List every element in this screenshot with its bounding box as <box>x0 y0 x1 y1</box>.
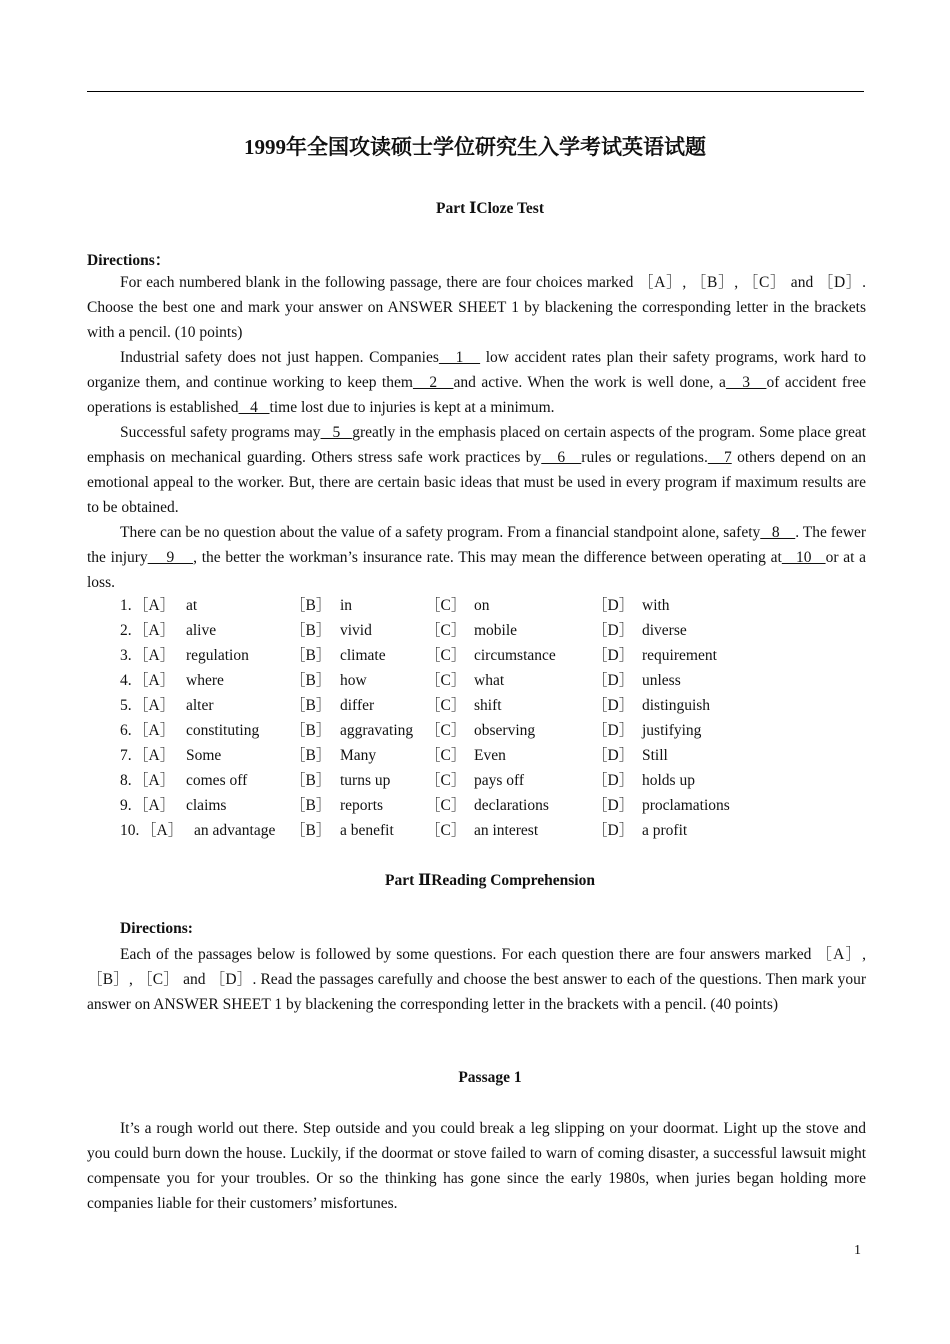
part2-directions: Each of the passages below is followed by some questions. For each question there are four answers marked ［A］, ［B］, ［C］ and ［D］. Read the passages carefully and choose the best answer to each of the questions. Then mark your answer on ANSWER SHEET 1 by blackening the corresponding letter in the brackets with a pencil. (40 points) <box>87 946 866 1013</box>
option-row: 9. ［A］ claims ［B］ reports ［C］ declarations ［D］ proclamations <box>120 797 730 814</box>
header-rule <box>87 91 864 92</box>
cloze-paragraph-3: There can be no question about the value of a safety program. From a financial standpoint alone, safety 8 . The fewer the injury 9 , the better the workman’s insurance rate. This may mean the difference between operating at 10 or at a loss. <box>87 524 866 591</box>
part1-body <box>87 270 866 595</box>
option-row: 3. ［A］ regulation ［B］ climate ［C］ circumstance ［D］ requirement <box>120 647 717 664</box>
passage-title: Passage 1 <box>458 1069 522 1086</box>
blank-5: 5 <box>320 424 353 441</box>
blank-4: 4 <box>238 399 270 416</box>
page-number: 1 <box>854 1243 861 1258</box>
blank-9: 9 <box>147 549 194 566</box>
part2-directions-label: Directions: <box>120 920 193 937</box>
cloze-paragraph-2: Successful safety programs may 5 greatly in the emphasis placed on certain aspects of the program. Some place great emphasis on mechanical guarding. Others stress safe work practices by 6 rules or regulations. 7 others depend on an emotional appeal to the worker. But, there are certain basic ideas that must be used in every program if maximum results are to be obtained. <box>87 424 867 516</box>
part1-heading: Part ⅠCloze Test <box>436 200 544 217</box>
passage-1-paragraph: It’s a rough world out there. Step outside and you could break a leg slipping on your doormat. Light up the stove and you could burn down the house. Luckily, if the doormat or stove failed to warn of coming disaster, a successful lawsuit might compensate you for your troubles. Or so the thinking has gone since the early 1980s, when juries began holding more companies liable for their customers’ misfortunes. <box>87 1120 866 1212</box>
blank-8: 8 <box>760 524 796 541</box>
blank-1: 1 <box>438 349 481 366</box>
part2-directions-block <box>87 942 866 1017</box>
blank-6: 6 <box>541 449 582 466</box>
option-row: 5. ［A］ alter ［B］ differ ［C］ shift ［D］ distinguish <box>120 697 711 714</box>
option-row: 6. ［A］ constituting ［B］ aggravating ［C］ observing ［D］ justifying <box>120 722 702 739</box>
passage-1-block <box>87 1116 866 1216</box>
option-row: 1. ［A］ at ［B］ in ［C］ on ［D］ with <box>120 597 670 614</box>
cloze-options <box>120 593 820 843</box>
part2-heading: Part ⅡReading Comprehension <box>385 872 595 889</box>
option-row: 4. ［A］ where ［B］ how ［C］ what ［D］ unless <box>120 672 681 689</box>
blank-7: 7 <box>707 449 732 466</box>
option-row: 2. ［A］ alive ［B］ vivid ［C］ mobile ［D］ diverse <box>120 622 687 639</box>
part1-directions-label: Directions： <box>87 252 171 269</box>
option-row: 10. ［A］ an advantage ［B］ a benefit ［C］ an interest ［D］ a profit <box>120 822 688 839</box>
option-row: 7. ［A］ Some ［B］ Many ［C］ Even ［D］ Still <box>120 747 668 764</box>
cloze-paragraph-1: Industrial safety does not just happen. Companies 1 low accident rates plan their safety programs, work hard to organize them, and continue working to keep them 2 and active. When the work is well done, a 3 of accident free operations is established 4 time lost due to injuries is kept at a minimum. <box>87 349 867 416</box>
page-title: 1999年全国攻读硕士学位研究生入学考试英语试题 <box>244 135 706 159</box>
part1-directions: For each numbered blank in the following passage, there are four choices marked ［A］, ［B］, ［C］ and ［D］. Choose the best one and mark your answer on ANSWER SHEET 1 by blackening the corresponding letter in the brackets with a pencil. (10 points) <box>87 274 866 341</box>
blank-2: 2 <box>412 374 454 391</box>
blank-3: 3 <box>725 374 767 391</box>
blank-10: 10 <box>781 549 826 566</box>
option-row: 8. ［A］ comes off ［B］ turns up ［C］ pays off ［D］ holds up <box>120 772 695 789</box>
